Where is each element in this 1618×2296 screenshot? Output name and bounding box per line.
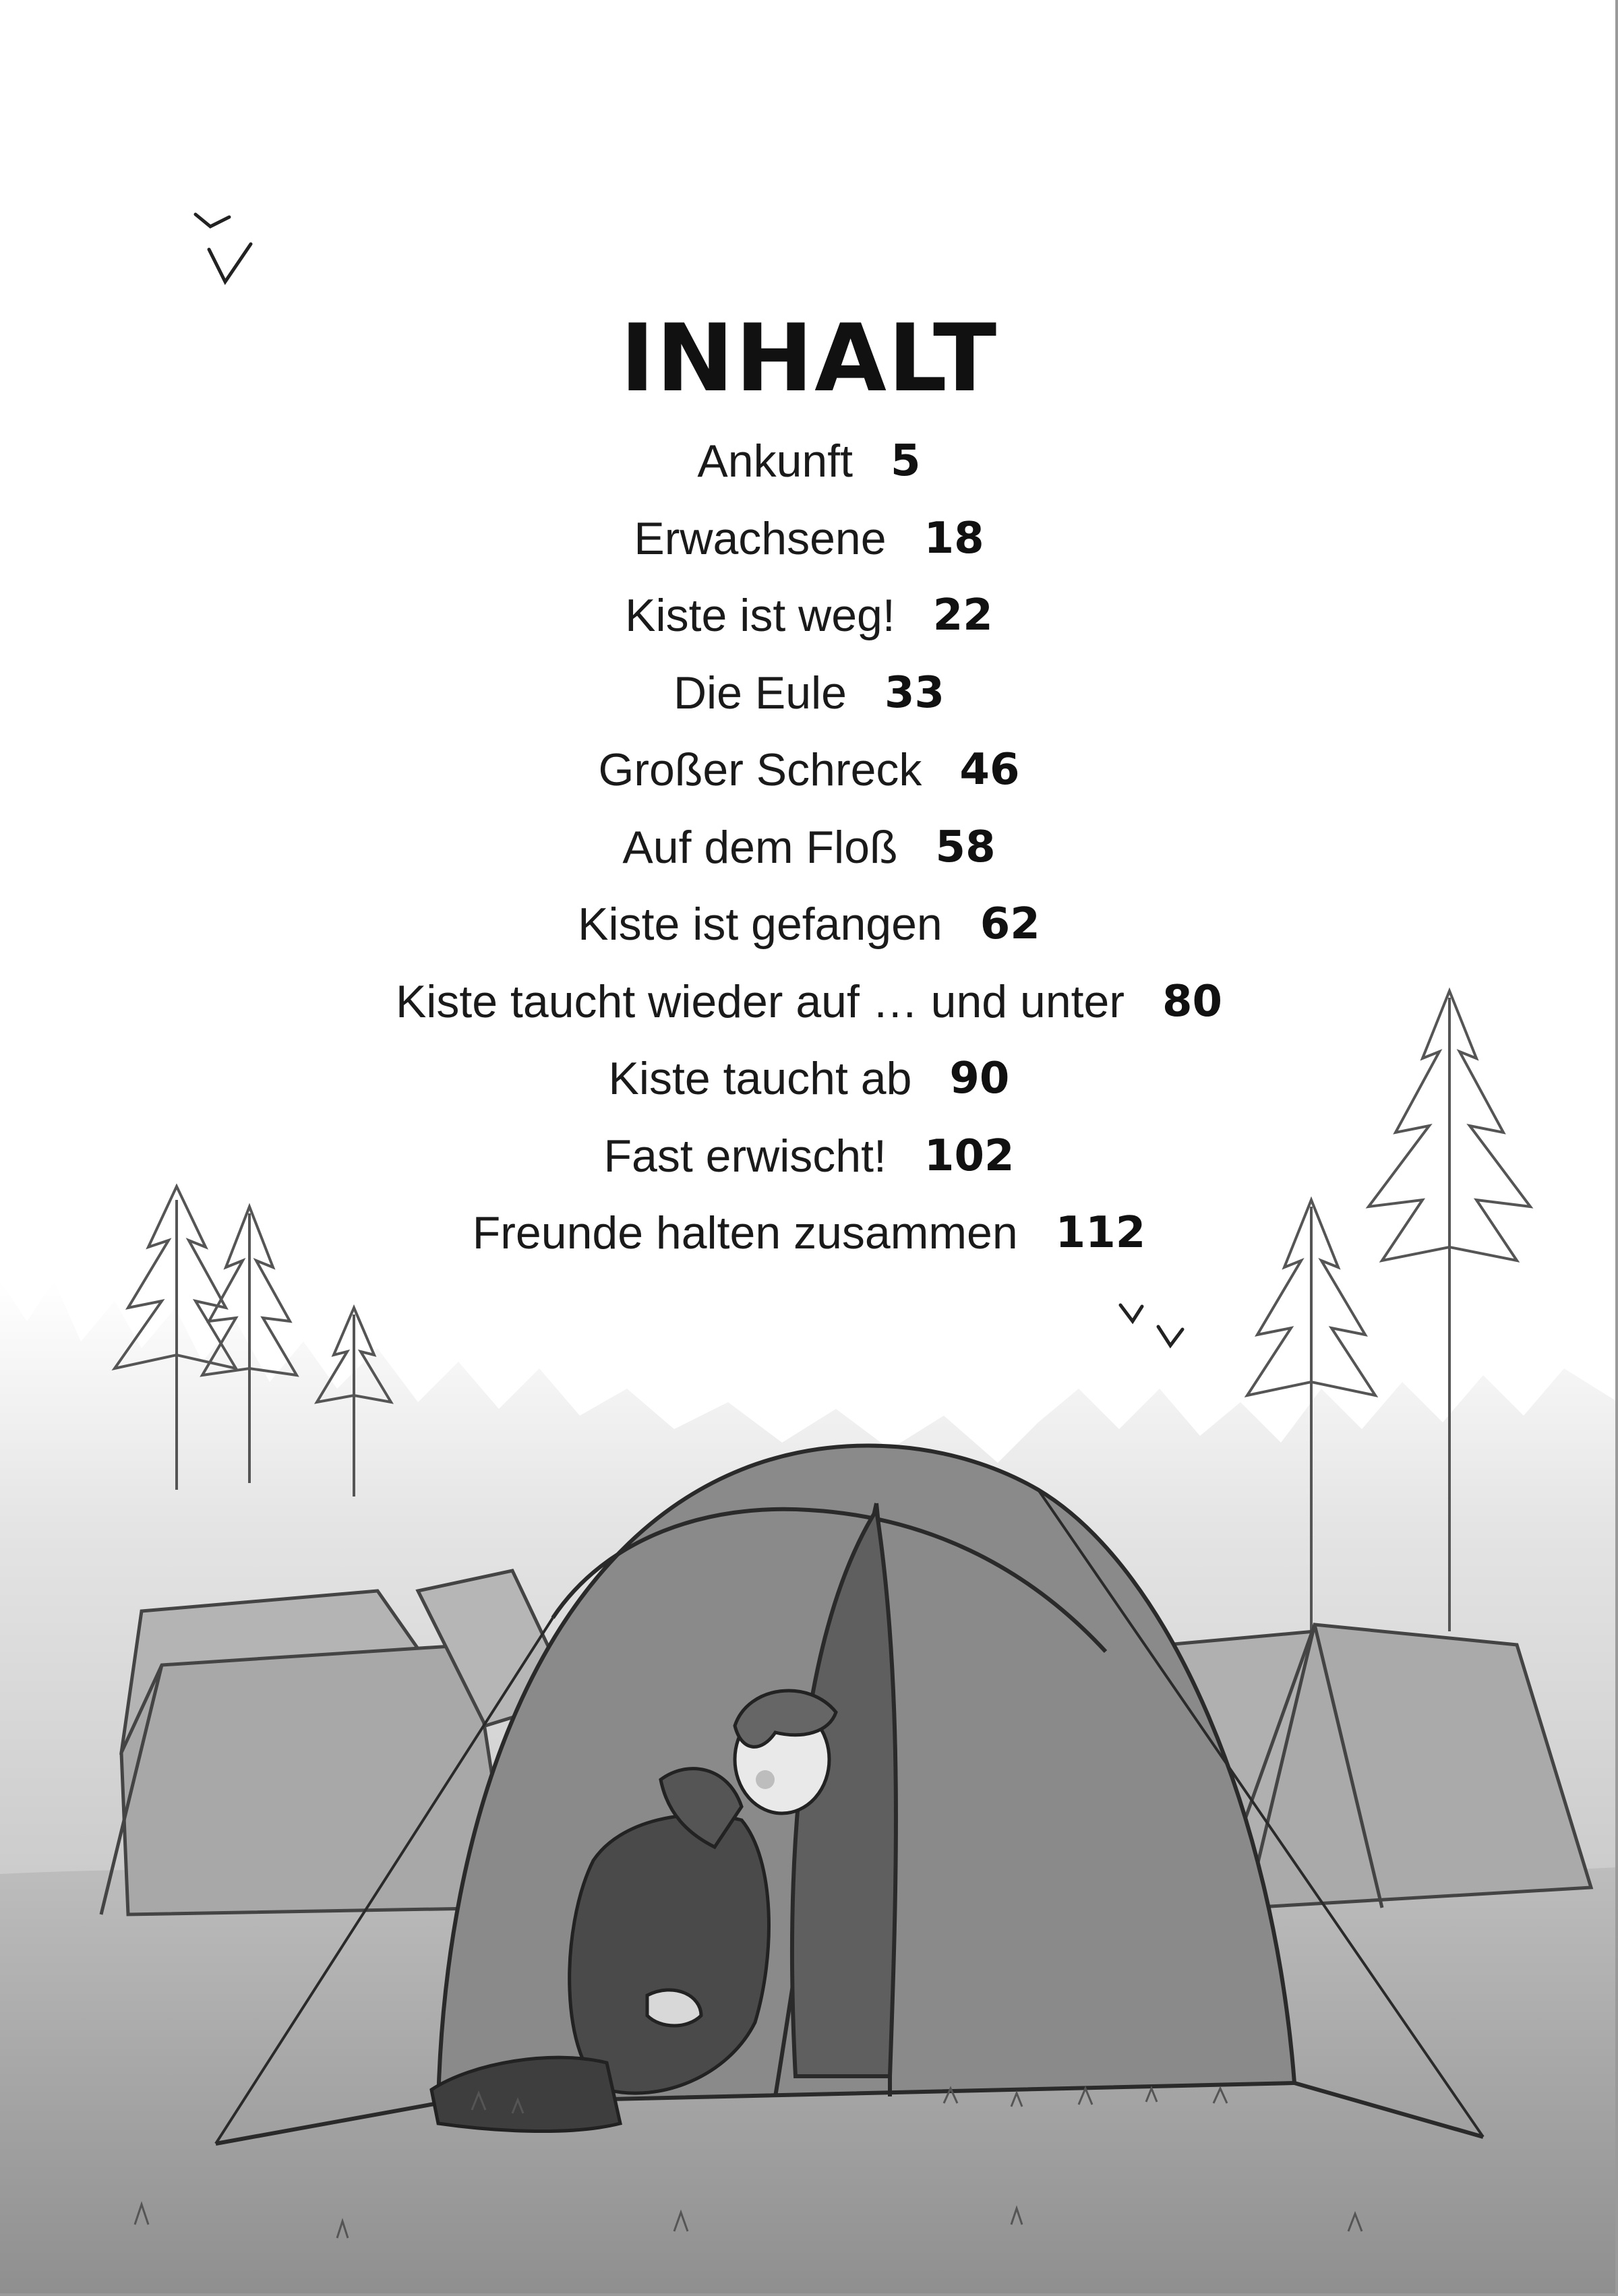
page-number: 22: [932, 591, 993, 641]
chapter-title: Kiste taucht wieder auf … und unter: [395, 975, 1125, 1027]
table-of-contents: [0, 423, 1618, 1272]
toc-entry: [0, 809, 1618, 886]
toc-entry: [0, 500, 1618, 578]
page-title: INHALT: [620, 304, 998, 413]
page-number: 46: [959, 745, 1020, 795]
page-number: 102: [924, 1130, 1015, 1181]
chapter-title: Erwachsene: [634, 512, 887, 564]
toc-entry: [0, 886, 1618, 963]
chapter-title: Fast erwischt!: [603, 1130, 887, 1182]
chapter-title: Ankunft: [697, 435, 853, 487]
chapter-title: Großer Schreck: [598, 744, 922, 796]
page-number: 18: [924, 513, 984, 564]
page-number: 62: [980, 899, 1040, 950]
chapter-title: Kiste taucht ab: [608, 1053, 912, 1105]
page-number: 90: [949, 1054, 1010, 1104]
chapter-title: Kiste ist weg!: [625, 590, 895, 642]
chapter-title: Kiste ist gefangen: [578, 899, 942, 950]
chapter-title: Auf dem Floß: [622, 821, 898, 873]
page-number: 33: [884, 667, 945, 718]
toc-entry: [0, 1195, 1618, 1272]
chapter-title: Freunde halten zusammen: [472, 1207, 1018, 1259]
toc-entry: [0, 1118, 1618, 1195]
chapter-title: Die Eule: [673, 667, 847, 719]
page-number: 112: [1055, 1208, 1146, 1259]
toc-entry: [0, 655, 1618, 732]
toc-entry: [0, 577, 1618, 655]
page-number: 5: [891, 436, 921, 487]
toc-entry: [0, 423, 1618, 500]
toc-entry: [0, 1040, 1618, 1118]
page-number: 80: [1162, 976, 1223, 1027]
page-number: 58: [935, 822, 996, 872]
toc-entry: [0, 731, 1618, 809]
toc-entry: [0, 963, 1618, 1041]
